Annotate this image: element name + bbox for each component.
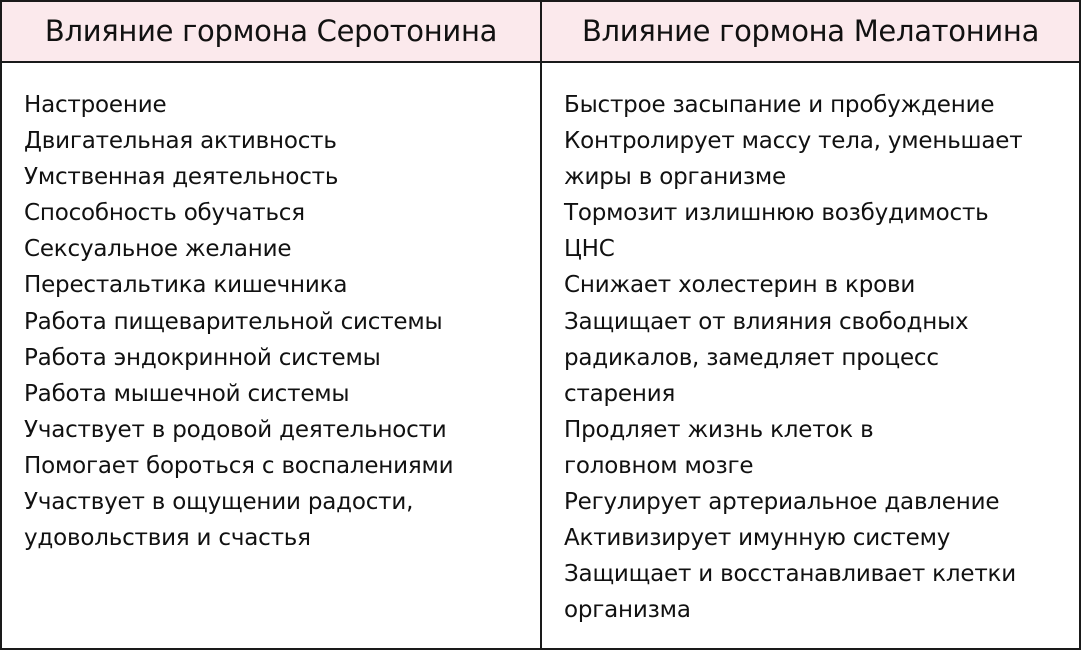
melatonin-line: старения — [564, 380, 676, 407]
serotonin-line: Двигательная активность — [24, 128, 337, 155]
melatonin-line: Защищает от влияния свободных — [564, 308, 969, 335]
melatonin-line: Защищает и восстанавливает клетки — [564, 561, 1016, 588]
serotonin-line: удовольствия и счастья — [24, 525, 311, 552]
serotonin-line: Перестальтика кишечника — [24, 272, 348, 299]
melatonin-line: организма — [564, 597, 691, 624]
header-melatonin: Влияние гормона Мелатонина — [542, 2, 1079, 63]
melatonin-line: Регулирует артериальное давление — [564, 489, 1000, 516]
melatonin-line: Тормозит излишнюю возбудимость — [564, 200, 989, 227]
serotonin-line: Участвует в ощущении радости, — [24, 489, 414, 516]
melatonin-line: Быстрое засыпание и пробуждение — [564, 92, 995, 118]
serotonin-line: Работа пищеварительной системы — [24, 308, 443, 335]
serotonin-line: Умственная деятельность — [24, 164, 339, 191]
serotonin-effects-cell — [2, 63, 542, 648]
melatonin-line: Активизирует имунную систему — [564, 525, 951, 552]
melatonin-line: радикалов, замедляет процесс — [564, 344, 939, 371]
melatonin-line: Продляет жизнь клеток в — [564, 416, 874, 443]
serotonin-line: Работа эндокринной системы — [24, 344, 381, 371]
header-serotonin: Влияние гормона Серотонина — [2, 2, 542, 63]
serotonin-line: Настроение — [24, 92, 167, 118]
serotonin-line: Помогает бороться с воспалениями — [24, 452, 454, 479]
melatonin-line: Снижает холестерин в крови — [564, 272, 916, 299]
melatonin-line: жиры в организме — [564, 164, 786, 191]
serotonin-line: Участвует в родовой деятельности — [24, 416, 447, 443]
melatonin-line: Контролирует массу тела, уменьшает — [564, 128, 1023, 155]
serotonin-line: Способность обучаться — [24, 200, 305, 227]
melatonin-line: ЦНС — [564, 236, 615, 263]
serotonin-line: Работа мышечной системы — [24, 380, 350, 407]
serotonin-line: Сексуальное желание — [24, 236, 292, 263]
melatonin-effects-cell — [542, 63, 1079, 648]
melatonin-line: головном мозге — [564, 452, 754, 479]
